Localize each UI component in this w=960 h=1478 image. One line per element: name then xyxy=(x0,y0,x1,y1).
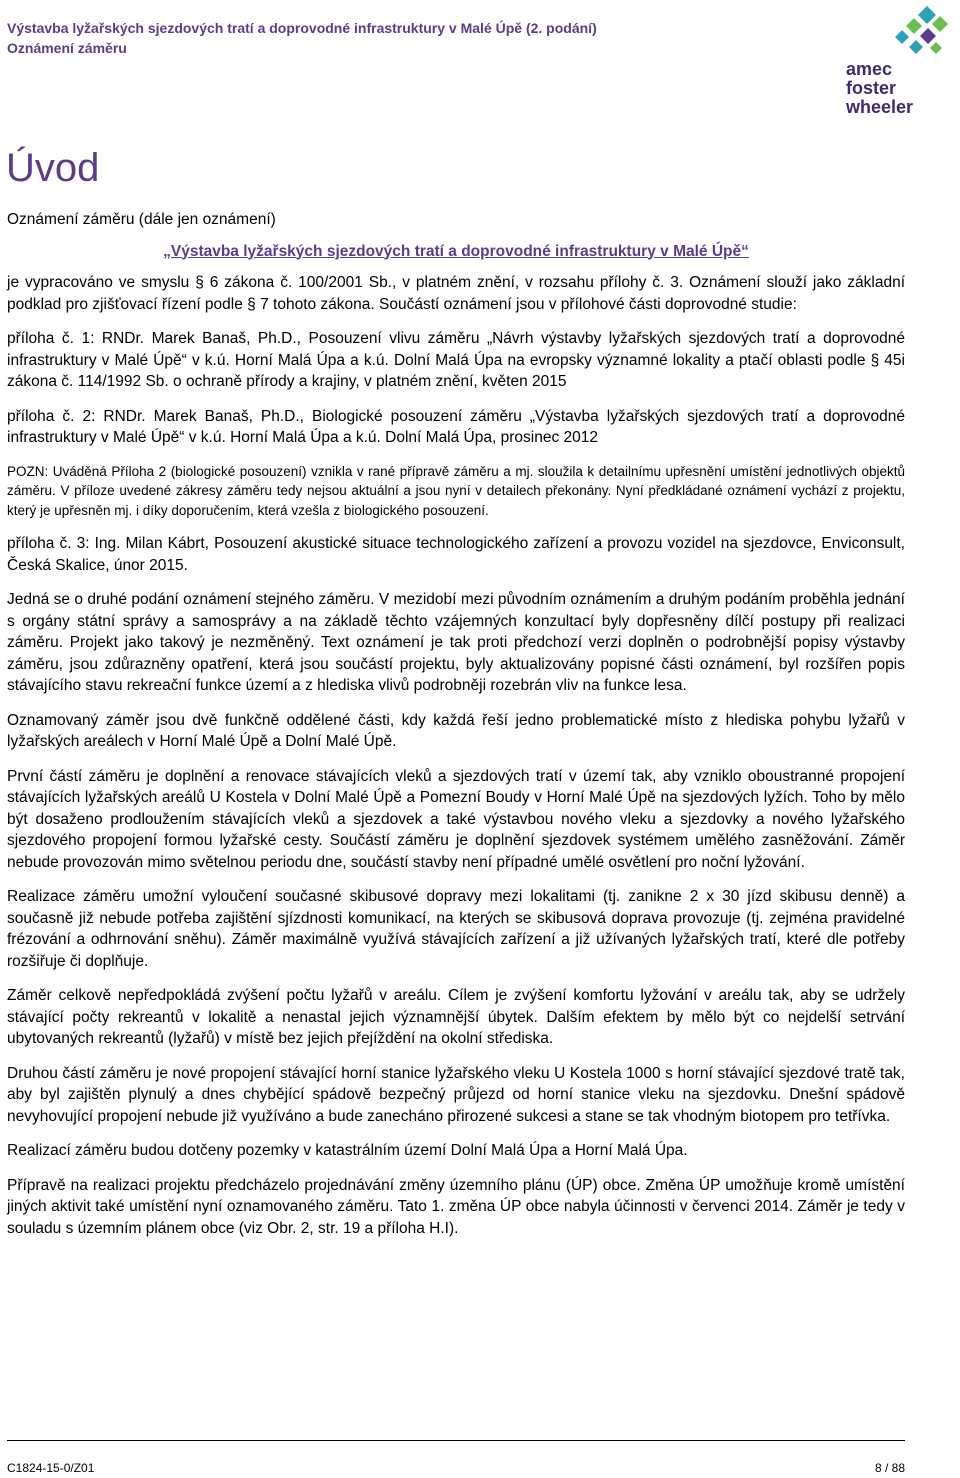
intro-text: Oznámení záměru (dále jen oznámení) xyxy=(7,211,276,228)
paragraph-first-part: První částí záměru je doplnění a renovace stávajících vleků a sjezdových tratí v území tak, aby vzniklo oboustranné propojení stávajících lyžařských areálů U Kostela v Dolní Malé Úpě a Pomezní Boudy v Horní Malé Úpě na sjezdových lyžích. Toho by mělo být dosaženo prodloužením stávajících vleků a sjezdovek a také výstavbou nového vleku a sjezdovky a nového lyžařského sjezdového propojení formou lyžařské cesty. Součástí záměru je doplnění sjezdovek systémem umělého zasněžování. Záměr nebude provozován mimo světelnou periodu dne, součástí stavby není případné umělé osvětlení pro noční lyžování. xyxy=(7,767,905,871)
logo-word-wheeler: wheeler xyxy=(846,97,914,117)
paragraph-second-part: Druhou částí záměru je nové propojení stávající horní stanice lyžařského vleku U Kostela 1000 s horní stávající sjezdové tratě tak, aby byl zajištěn plynulý a dnes chybějící spádově bezpečný průjezd od horní stanice vleku na sjezdovku. Dnešní spádově nevyhovující propojení nebude již využíváno a bude zanecháno přirozené sukcesi a stane se tak vhodným biotopem pro tetřívka. xyxy=(7,1064,905,1125)
paragraph-two-parts: Oznamovaný záměr jsou dvě funkčně oddělené části, kdy každá řeší jedno problematické místo z hlediska pohybu lyžařů v lyžařských areálech v Horní Malé Úpě a Dolní Malé Úpě. xyxy=(7,711,905,750)
project-name: „Výstavba lyžařských sjezdových tratí a doprovodné infrastruktury v Malé Úpě“ xyxy=(163,242,749,260)
attachment-2: příloha č. 2: RNDr. Marek Banaš, Ph.D., Biologické posouzení záměru „Výstavba lyžařských sjezdových tratí a doprovodné infrastruktury v Malé Úpě“ v k.ú. Horní Malá Úpa a k.ú. Dolní Malá Úpa, prosinec 2012 xyxy=(7,407,905,446)
paragraph-second-submission: Jedná se o druhé podání oznámení stejného záměru. V mezidobí mezi původním oznámením a druhým podáním proběhla jednání s orgány státní správy a samosprávy a na základě těchto vzájemných konzultací byly dopřesněny dílčí postupy při realizaci záměru. Projekt jako takový je nezměněný. Text oznámení je tak proti předchozí verzi doplněn o podrobnější popisy výstavby záměru, jsou zdůrazněny opatření, která jsou součástí projektu, byly aktualizovány popisné části oznámení, byl rozšířen popis stávajícího stavu rekreační funkce území a z hlediska vlivů podrobněji rozebrán vliv na funkce lesa. xyxy=(7,591,905,694)
paragraph-skibus: Realizace záměru umožní vyloučení současné skibusové dopravy mezi lokalitami (tj. zanikne 2 x 30 jízd skibusu denně) a současně již nebude potřeba zajištění sjízdnosti komunikací, na kterých se skibusová doprava provozuje (tj. zejména pravidelné frézování a odhrnování sněhu). Záměr maximálně využívá stávajících zařízení a již užívaných lyžařských tratí, které dle potřeby rozšiřuje či doplňuje. xyxy=(7,888,905,970)
document-title: Výstavba lyžařských sjezdových tratí a doprovodné infrastruktury v Malé Úpě (2. podání) xyxy=(7,20,597,36)
paragraph-comfort: Záměr celkově nepředpokládá zvýšení počtu lyžařů v areálu. Cílem je zvýšení komfortu lyžování v areálu tak, aby se udržely stávající počty rekreantů v lokalitě a nenastal jejich významnější úbytek. Dalším efektem by mělo být co nejdelší setrvání ubytovaných rekreantů (lyžařů) v místě bez jejich přejíždění na okolní střediska. xyxy=(7,987,905,1047)
amec-foster-wheeler-logo xyxy=(832,6,950,120)
section-title: Úvod xyxy=(6,146,100,190)
document-header xyxy=(7,18,807,58)
document-subtitle: Oznámení záměru xyxy=(7,40,127,56)
attachment-3: příloha č. 3: Ing. Milan Kábrt, Posouzení akustické situace technologického zařízení a provozu vozidel na sjezdovce, Enviconsult, Česká Skalice, únor 2015. xyxy=(7,535,905,574)
document-body xyxy=(7,209,905,1252)
logo-diamonds-icon xyxy=(832,6,950,66)
document-code: C1824-15-0/Z01 xyxy=(7,1461,95,1475)
logo-word-amec: amec xyxy=(846,59,893,79)
page-number: 8 / 88 xyxy=(874,1461,905,1475)
logo-word-foster: foster xyxy=(846,78,897,98)
note-text: POZN: Uváděná Příloha 2 (biologické posouzení) vznikla v rané přípravě záměru a mj. sloužila k detailnímu upřesnění umístění jednotlivých objektů záměru. V příloze uvedené zákresy záměru tedy nejsou aktuální a jsou nyní v detailech překonány. Nyní předkládané oznámení vychází z projektu, který je upřesněn mj. i díky doporučením, která vzešla z biologického posouzení. xyxy=(7,463,905,518)
page-footer xyxy=(7,1440,905,1475)
attachment-1: příloha č. 1: RNDr. Marek Banaš, Ph.D., Posouzení vlivu záměru „Návrh výstavby lyžařských sjezdových tratí a doprovodné infrastruktury v Malé Úpě“ v k.ú. Horní Malá Úpa a k.ú. Dolní Malá Úpa na evropsky významné lokality a ptačí oblasti podle § 45i zákona č. 114/1992 Sb. o ochraně přírody a krajiny, v platném znění, květen 2015 xyxy=(7,330,905,390)
paragraph-legal-basis: je vypracováno ve smyslu § 6 zákona č. 100/2001 Sb., v platném znění, v rozsahu přílohy č. 3. Oznámení slouží jako základní podklad pro zjišťovací řízení podle § 7 tohoto zákona. Součástí oznámení jsou v přílohové části doprovodné studie: xyxy=(7,274,905,313)
paragraph-land: Realizací záměru budou dotčeny pozemky v katastrálním území Dolní Malá Úpa a Horní Malá Úpa. xyxy=(7,1142,688,1159)
paragraph-zoning-plan: Přípravě na realizaci projektu předcházelo projednávání změny územního plánu (ÚP) obce. Změna ÚP umožňuje kromě umístění jiných aktivit také umístění nyní oznamovaného záměru. Tato 1. změna ÚP obce nabyla účinnosti v červenci 2014. Záměr je tedy v souladu s územním plánem obce (viz Obr. 2, str. 19 a příloha H.I). xyxy=(7,1176,905,1237)
